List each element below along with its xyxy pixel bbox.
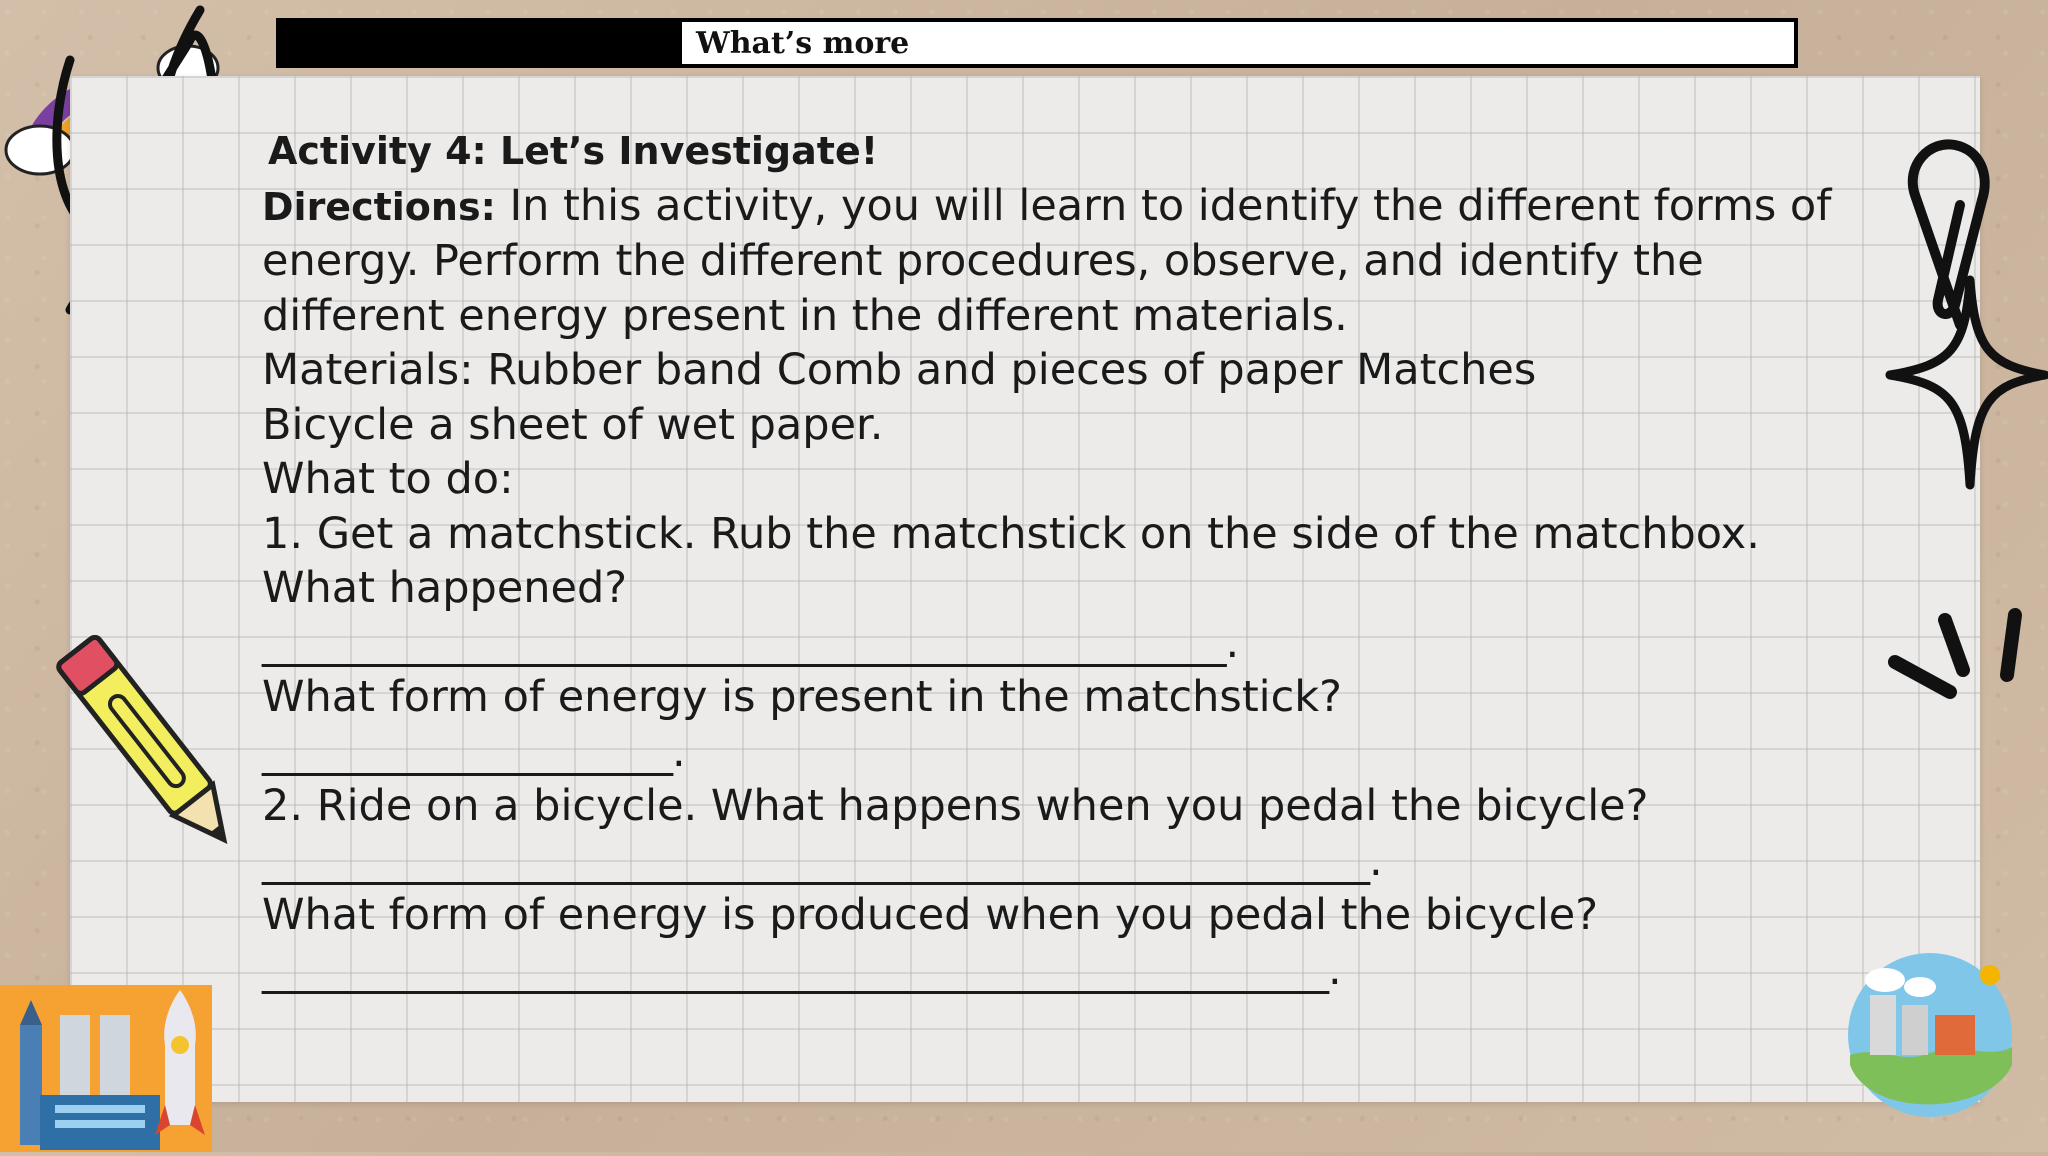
directions-line-2: energy. Perform the different procedures, observe, and identify the	[262, 236, 1704, 286]
accent-marks-icon	[1885, 600, 2045, 710]
directions-text-1: In this activity, you will learn to identify the different forms of	[495, 180, 1832, 231]
answer-blank-4[interactable]: ____________________________________________________.	[262, 944, 1341, 995]
globe-power-plant-icon	[1840, 935, 2020, 1135]
question-matchstick-energy: What form of energy is present in the matchstick?	[262, 672, 1342, 722]
step-1-instruction: 1. Get a matchstick. Rub the matchstick on the side of the matchbox.	[262, 508, 1760, 559]
directions-line-3: different energy present in the different materials.	[262, 290, 1348, 341]
section-title: What’s more	[682, 22, 1794, 64]
what-to-do-heading: What to do:	[262, 454, 514, 504]
factory-tile	[0, 985, 212, 1152]
directions-line-1	[262, 179, 1832, 235]
pencil-icon	[40, 615, 260, 875]
activity-content	[262, 124, 1832, 997]
step-2-instruction: 2. Ride on a bicycle. What happens when you pedal the bicycle?	[262, 781, 1649, 831]
star-doodle-icon	[1880, 270, 2048, 490]
section-header-bar	[276, 18, 1798, 68]
answer-blank-3[interactable]: ______________________________________________________.	[262, 835, 1382, 886]
factory-icon	[0, 985, 212, 1152]
answer-blank-1[interactable]: _______________________________________________.	[262, 617, 1239, 668]
directions-label: Directions:	[262, 184, 496, 229]
question-bicycle-energy: What form of energy is produced when you pedal the bicycle?	[262, 890, 1599, 940]
activity-title: Activity 4: Let’s Investigate!	[268, 129, 879, 173]
answer-blank-2[interactable]: ____________________.	[262, 726, 685, 777]
step-1-question: What happened?	[262, 563, 628, 613]
materials-line-2: Bicycle a sheet of wet paper.	[262, 399, 884, 450]
materials-line-1: Materials: Rubber band Comb and pieces of paper Matches	[262, 345, 1537, 395]
